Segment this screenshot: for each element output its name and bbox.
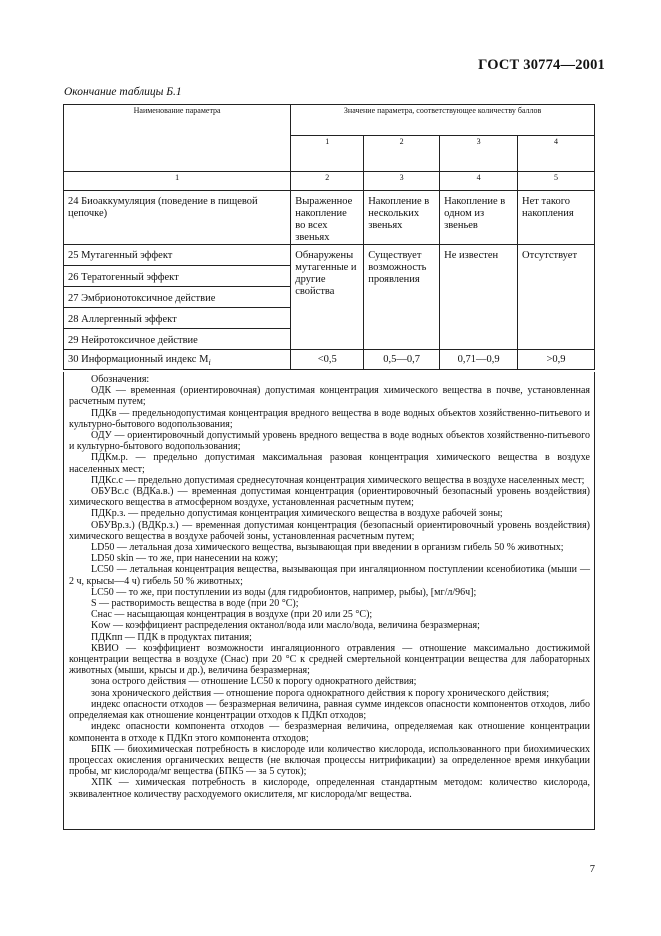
- note-line: LD50 — летальная доза химического вещества, вызывающая при введении в организм гибель 50 % животных;: [91, 542, 564, 554]
- note-line: ПДКв — предельнодопустимая концентрация вредного вещества в воде водных объектов хозяйственно-питьевого и культурно-бытового водопользования;: [69, 407, 590, 430]
- row30-v1: <0,5: [291, 350, 364, 370]
- note-line: КВИО — коэффициент возможности ингаляционного отравления — отношение максимально достижимой концентрации вещества в воздухе (Снас) при 20 °С к средней смертельной концентрации вещества для лабораторных животных (мыши, крысы и др.), величина безразмерная;: [69, 642, 590, 677]
- note-line: зона острого действия — отношение LC50 к порогу однократного действия;: [91, 676, 417, 688]
- row-embryotoxic: 27 Эмбрионотоксичное действие: [64, 287, 291, 308]
- score-num: 2: [364, 136, 440, 172]
- notes-title: Обозначения:: [91, 374, 150, 385]
- note-line: LD50 skin — то же, при нанесении на кожу;: [91, 553, 278, 565]
- row24-v3: Накопление в одном из звеньев: [440, 191, 518, 245]
- note-line: ОБУВс.с (ВДКа.в.) — временная допустимая концентрация (ориентировочный безопасный уровень воздействия) химического вещества в атмосферном воздухе, установленная расчетным путем;: [69, 486, 590, 509]
- col-header-value: Значение параметра, соответствующее количеству баллов: [291, 105, 595, 136]
- note-line: LC50 — летальная концентрация вещества, вызывающая при ингаляционном поступлении ксенобиотика (мыши — 2 ч, крысы—4 ч) гибель 50 % животных;: [69, 564, 590, 587]
- notes-block: [63, 372, 595, 830]
- score-num: 3: [440, 136, 518, 172]
- note-line: ПДКпп — ПДК в продуктах питания;: [91, 631, 252, 643]
- note-line: ОДУ — ориентировочный допустимый уровень вредного вещества в воде водных объектов хозяйственно-питьевого и культурно-бытового водопользования;: [69, 430, 590, 453]
- row-allergenic: 28 Аллергенный эффект: [64, 308, 291, 329]
- row30-v4: >0,9: [518, 350, 595, 370]
- parameter-table: [63, 104, 595, 370]
- row24-name: 24 Биоаккумуляция (поведение в пищевой цепочке): [64, 191, 291, 245]
- page-number: 7: [589, 864, 595, 875]
- note-line: зона хронического действия — отношение порога однократного действия к порогу хронического действия;: [91, 687, 549, 699]
- note-line: ОБУВр.з.) (ВДКр.з.) — временная допустимая концентрация (безопасный ориентировочный уровень воздействия) химического вещества в воздухе рабочей зоны, установленная расчетным путем;: [69, 519, 590, 542]
- note-line: индекс опасности компонента отходов — безразмерная величина, определяемая как отношение концентрации компонента в отходе к ПДКп этого компонента отходов;: [69, 721, 590, 744]
- row-teratogenic: 26 Тератогенный эффект: [64, 266, 291, 287]
- score-num: 1: [291, 136, 364, 172]
- col-num: 1: [64, 172, 291, 191]
- row30-v2: 0,5—0,7: [364, 350, 440, 370]
- row30-name: 30 Информационный индекс $M_i$: [64, 350, 291, 370]
- col-header-param: Наименование параметра: [64, 105, 291, 172]
- row24-v4: Нет такого накопления: [518, 191, 595, 245]
- row-neurotoxic: 29 Нейротоксичное действие: [64, 329, 291, 350]
- col-num: 4: [440, 172, 518, 191]
- note-line: ПДКм.р. — предельно допустимая максимальная разовая концентрация химического вещества в воздухе населенных мест;: [69, 452, 590, 475]
- note-line: ХПК — химическая потребность в кислороде, определенная стандартным методом: количество кислорода, эквивалентное количеству расходуемого окислителя, мг кислорода/мг вещества.: [69, 777, 590, 800]
- note-line: ПДКс.с — предельно допустимая среднесуточная концентрация химического вещества в воздухе населенных мест;: [91, 474, 585, 486]
- note-line: индекс опасности отходов — безразмерная величина, равная сумме индексов опасности компонентов отходов, либо определяемая как отношение концентрации отходов к ПДКп отходов;: [69, 698, 590, 722]
- note-line: ПДКр.з. — предельно допустимая концентрация химического вещества в воздухе рабочей зоны;: [91, 508, 503, 520]
- row30-v3: 0,71—0,9: [440, 350, 518, 370]
- note-line: БПК — биохимическая потребность в кислороде или количество кислорода, использованного при биохимических процессах окисления органических веществ (не включая процессы нитрификации) за определенное время инкубации пробы, мг кислорода/мг вещества (БПК5 — за 5 суток);: [69, 743, 590, 778]
- group-v2: Существует возможность проявления: [364, 245, 440, 350]
- score-num: 4: [518, 136, 595, 172]
- standard-header: ГОСТ 30774—2001: [478, 57, 605, 73]
- table-caption: Окончание таблицы Б.1: [64, 86, 182, 98]
- note-line: Kow — коэффициент распределения октанол/вода или масло/вода, величина безразмерная;: [91, 620, 480, 632]
- note-line: S — растворимость вещества в воде (при 20 °С);: [91, 598, 299, 610]
- note-line: Снас — насыщающая концентрация в воздухе (при 20 или 25 °С);: [91, 609, 373, 621]
- col-num: 5: [518, 172, 595, 191]
- note-line: LC50 — то же, при поступлении из воды (для гидробионтов, например, рыбы), [мг/л/96ч];: [91, 586, 477, 598]
- note-line: ОДК — временная (ориентировочная) допустимая концентрация химического вещества в почве, установленная расчетным путем;: [69, 385, 590, 408]
- group-v4: Отсутствует: [518, 245, 595, 350]
- group-v1: Обнаружены мутагенные и другие свойства: [291, 245, 364, 350]
- col-num: 2: [291, 172, 364, 191]
- row24-v1: Выраженное накопление во всех звеньях: [291, 191, 364, 245]
- row-mutagenic: 25 Мутагенный эффект: [64, 245, 291, 266]
- col-num: 3: [364, 172, 440, 191]
- group-v3: Не известен: [440, 245, 518, 350]
- row24-v2: Накопление в нескольких звеньях: [364, 191, 440, 245]
